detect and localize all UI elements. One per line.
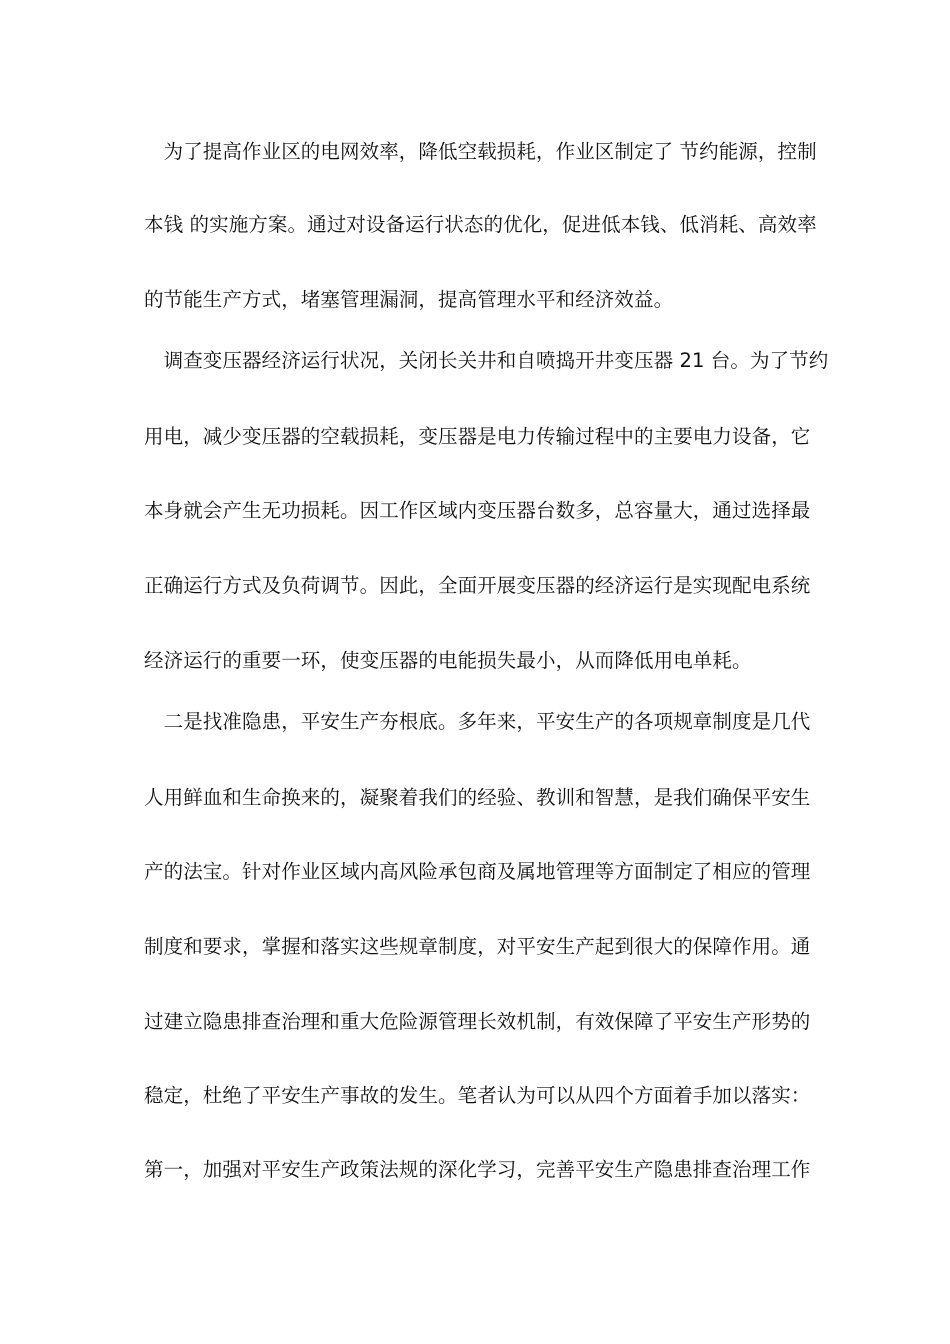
text-line: 经济运行的重要一环，使变压器的电能损失最小，从而降低用电单耗。 — [144, 649, 752, 672]
text-line: 制度和要求，掌握和落实这些规章制度，对平安生产起到很大的保障作用。通 — [144, 935, 811, 958]
text-line: 为了提高作业区的电网效率，降低空载损耗，作业区制定了 节约能源，控制 — [144, 140, 817, 163]
text-line: 稳定，杜绝了平安生产事故的发生。笔者认为可以从四个方面着手加以落实： — [144, 1084, 811, 1107]
text-line: 二是找准隐患，平安生产夯根底。多年来，平安生产的各项规章制度是几代 — [144, 710, 811, 733]
text-line: 的节能生产方式，堵塞管理漏洞，提高管理水平和经济效益。 — [144, 288, 674, 311]
text-line: 本钱 的实施方案。通过对设备运行状态的优化，促进低本钱、低消耗、高效率 — [144, 213, 817, 236]
text-line: 过建立隐患排查治理和重大危险源管理长效机制，有效保障了平安生产形势的 — [144, 1010, 811, 1033]
text-line: 产的法宝。针对作业区域内高风险承包商及属地管理等方面制定了相应的管理 — [144, 860, 811, 883]
text-line: 正确运行方式及负荷调节。因此，全面开展变压器的经济运行是实现配电系统 — [144, 574, 811, 597]
text-line: 调查变压器经济运行状况，关闭长关井和自喷捣开井变压器 21 台。为了节约 — [144, 349, 829, 372]
text-line: 第一，加强对平安生产政策法规的深化学习，完善平安生产隐患排查治理工作 — [144, 1158, 811, 1181]
text-line: 用电，减少变压器的空载损耗，变压器是电力传输过程中的主要电力设备，它 — [144, 425, 811, 448]
text-line: 本身就会产生无功损耗。因工作区域内变压器台数多，总容量大，通过选择最 — [144, 499, 811, 522]
text-line: 人用鲜血和生命换来的，凝聚着我们的经验、教训和智慧，是我们确保平安生 — [144, 786, 811, 809]
